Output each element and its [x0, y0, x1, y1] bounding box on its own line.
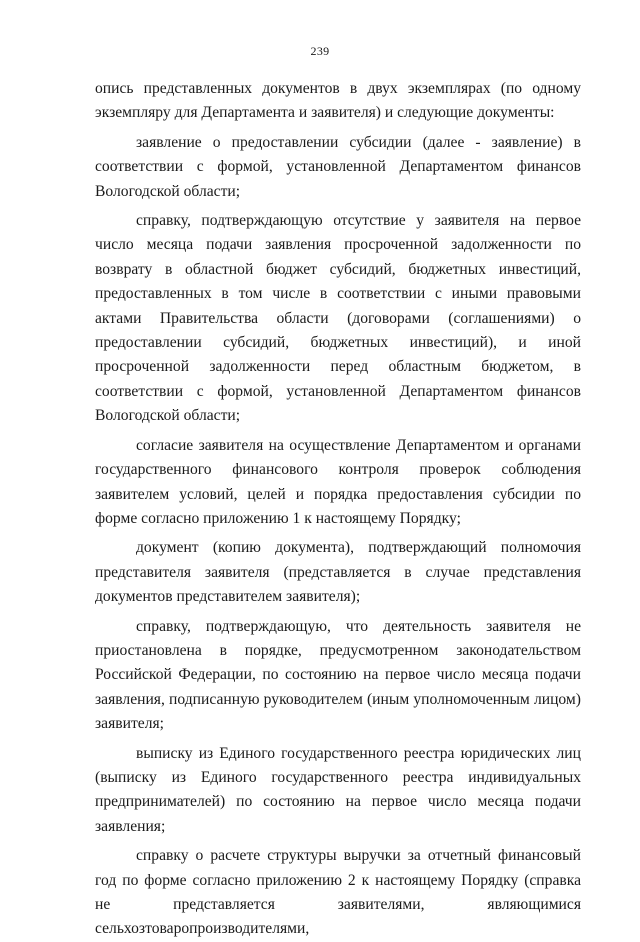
paragraph-3: справку, подтверждающую отсутствие у заявителя на первое число месяца подачи заявления просроченной задолженности по возврату в областной бюджет субсидий, бюджетных инвестиций, предоставленных в том числе в соответствии с иными правовыми актами Правительства области (договорами (соглашениями) о предоставлении субсидий, бюджетных инвестиций), и иной просроченной задолженности перед областным бюджетом, в соответствии с формой, установленной Департаментом финансов Вологодской области;	[95, 212, 581, 425]
paragraph-2: заявление о предоставлении субсидии (далее - заявление) в соответствии с формой, установленной Департаментом финансов Вологодской области;	[95, 133, 581, 200]
paragraph-5: документ (копию документа), подтверждающий полномочия представителя заявителя (представляется в случае представления документов представителем заявителя);	[95, 539, 581, 606]
paragraph-6: справку, подтверждающую, что деятельность заявителя не приостановлена в порядке, предусмотренном законодательством Российской Федерации, по состоянию на первое число месяца подачи заявления, подписанную руководителем (иным уполномоченным лицом) заявителя;	[95, 617, 581, 733]
page-number: 239	[310, 44, 330, 58]
paragraph-8: справку о расчете структуры выручки за отчетный финансовый год по форме согласно приложению 2 к настоящему Порядку (справка не представляется заявителями, являющимися сельхозтоваропроизводителями,	[95, 847, 581, 938]
document-body	[95, 77, 581, 942]
paragraph-7: выписку из Единого государственного реестра юридических лиц (выписку из Единого государственного реестра индивидуальных предпринимателей) по состоянию на первое число месяца подачи заявления;	[95, 744, 581, 835]
paragraph-1: опись представленных документов в двух экземплярах (по одному экземпляру для Департамента и заявителя) и следующие документы:	[95, 80, 581, 122]
paragraph-4: согласие заявителя на осуществление Департаментом и органами государственного финансового контроля проверок соблюдения заявителем условий, целей и порядка предоставления субсидии по форме согласно приложению 1 к настоящему Порядку;	[95, 436, 581, 527]
